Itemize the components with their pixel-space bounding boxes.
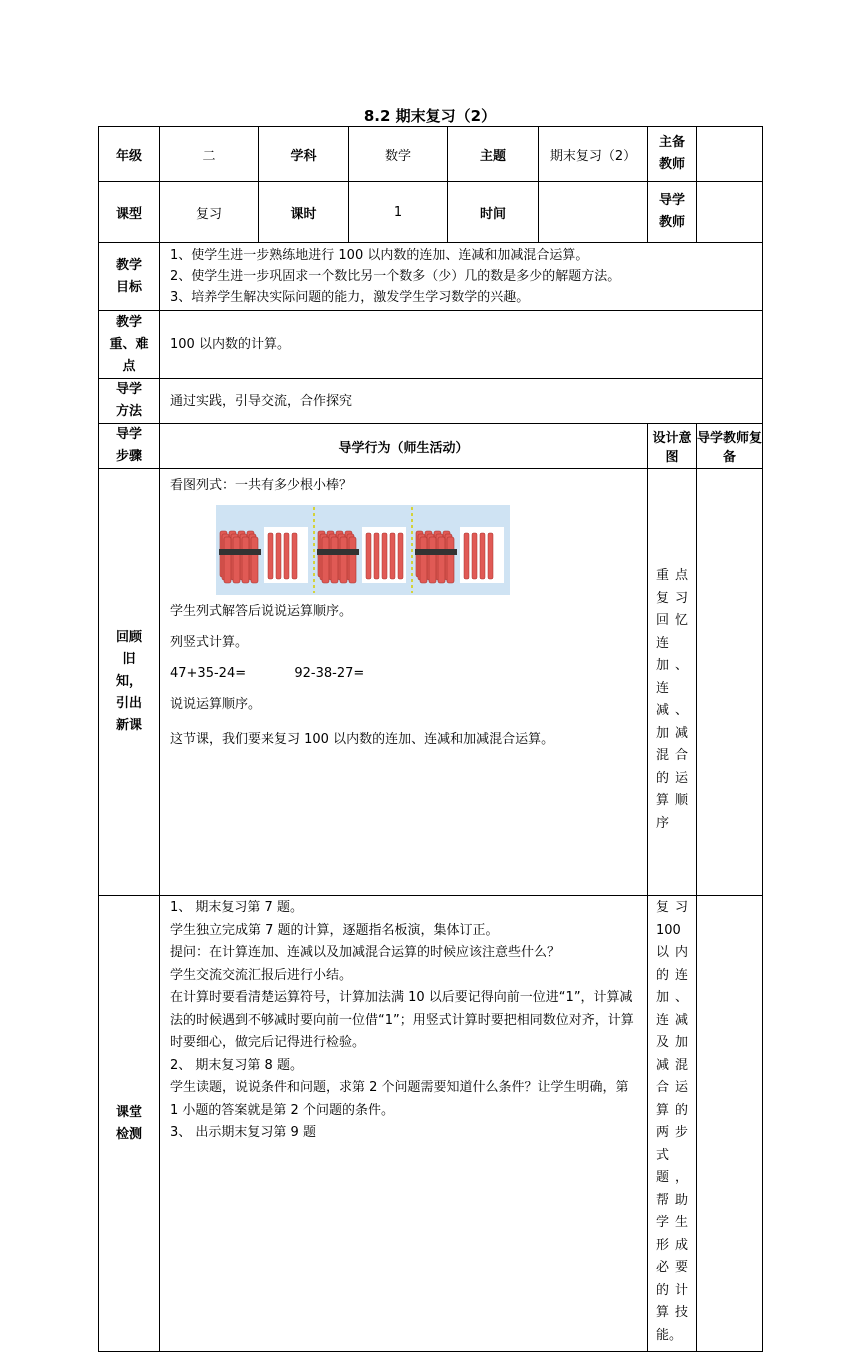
single-stick (366, 533, 371, 579)
guide-teacher-value (697, 182, 763, 243)
goal-item: 3、培养学生解决实际问题的能力，激发学生学习数学的兴趣。 (170, 290, 530, 305)
steps-header-row (99, 424, 763, 469)
single-stick (382, 533, 387, 579)
method-row (99, 379, 763, 424)
review-line: 说说运算顺序。 (170, 697, 262, 712)
subject-value: 数学 (349, 127, 448, 182)
bundle-stick (331, 537, 338, 583)
grade-value: 二 (160, 127, 259, 182)
single-stick (374, 533, 379, 579)
lead-teacher-label: 主备教师 (648, 127, 697, 182)
document-title: 8.2 期末复习（2） (363, 107, 497, 125)
bundle-stick (251, 537, 258, 583)
bundle-stick (224, 537, 231, 583)
grade-label: 年级 (99, 127, 160, 182)
method-label: 导学方法 (99, 379, 160, 424)
practice-line: 在计算时要看清楚运算符号，计算加法满 10 以后要记得向前一位进“1”，计算减法的时候遇到不够减时要向前一位借“1”；用竖式计算时要把相同数位对齐，计算时要细心，做完后记得进行检验。 (170, 990, 634, 1050)
method-text: 通过实践，引导交流，合作探究 (160, 379, 763, 424)
activity-header: 导学行为（师生活动） (160, 424, 648, 469)
review-line: 列竖式计算。 (170, 635, 249, 650)
bundle-stick (438, 537, 445, 583)
practice-line: 1、 期末复习第 7 题。 (170, 900, 303, 915)
bundle-stick (420, 537, 427, 583)
sticks-figure (216, 505, 510, 595)
header-row-2 (99, 182, 763, 243)
practice-section-intent: 复习 100 以内的连加、连减及加减混合运算的两步式题，帮助学生形成必要的计算技能。 (648, 896, 697, 1352)
key-points-label: 教学重、难点 (99, 311, 160, 379)
type-value: 复习 (160, 182, 259, 243)
single-stick (390, 533, 395, 579)
topic-label: 主题 (448, 127, 539, 182)
bundle-stick (447, 537, 454, 583)
practice-line: 学生独立完成第 7 题的计算，逐题指名板演，集体订正。 (170, 922, 499, 938)
steps-label: 导学步骤 (99, 424, 160, 469)
period-value: 1 (349, 182, 448, 243)
practice-line: 学生交流交流汇报后进行小结。 (170, 967, 353, 983)
time-value (539, 182, 648, 243)
goal-item: 1、使学生进一步熟练地进行 100 以内数的连加、连减和加减混合运算。 (170, 248, 589, 263)
single-stick (292, 533, 297, 579)
review-section-notes (697, 469, 763, 896)
type-label: 课型 (99, 182, 160, 243)
practice-section-label: 课堂检测 (99, 896, 160, 1352)
bundle-band (317, 549, 359, 555)
bundle-stick (340, 537, 347, 583)
sticks-illustration (216, 505, 510, 595)
practice-section-row (99, 896, 763, 1352)
period-label: 课时 (259, 182, 349, 243)
bundle-stick (242, 537, 249, 583)
calc-line (170, 663, 637, 685)
guide-teacher-label: 导学教师 (648, 182, 697, 243)
practice-line: 学生读题，说说条件和问题，求第 2 个问题需要知道什么条件？让学生明确，第 1 小题的答案就是第 2 个问题的条件。 (170, 1080, 629, 1118)
practice-line: 提问：在计算连加、连减以及加减混合运算的时候应该注意些什么？ (170, 945, 561, 960)
single-stick (398, 533, 403, 579)
practice-line: 2、 期末复习第 8 题。 (170, 1057, 303, 1073)
header-row-1 (99, 127, 763, 182)
lesson-plan-table (98, 126, 763, 1352)
bundle-stick (322, 537, 329, 583)
bundle-stick (349, 537, 356, 583)
review-section-label: 回顾旧知，引出新课 (99, 469, 160, 896)
single-stick (276, 533, 281, 579)
calc-expression: 47+35-24= (170, 666, 247, 681)
key-points-text: 100 以内数的计算。 (160, 311, 763, 379)
single-stick (488, 533, 493, 579)
key-points-row (99, 311, 763, 379)
goals-row (99, 243, 763, 311)
review-header: 导学教师复备 (697, 424, 763, 469)
practice-section-notes (697, 896, 763, 1352)
bundle-band (415, 549, 457, 555)
review-section-content (160, 469, 648, 896)
practice-line: 3、 出示期末复习第 9 题 (170, 1125, 316, 1140)
calc-expression: 92-38-27= (294, 666, 365, 681)
bundle-stick (429, 537, 436, 583)
review-line: 看图列式：一共有多少根小棒？ (170, 478, 353, 493)
intent-header: 设计意图 (648, 424, 697, 469)
lead-teacher-value (697, 127, 763, 182)
single-stick (464, 533, 469, 579)
goals-content (160, 243, 763, 311)
single-stick (268, 533, 273, 579)
bundle-stick (233, 537, 240, 583)
practice-section-content (160, 896, 648, 1352)
review-section-row (99, 469, 763, 896)
review-line: 学生列式解答后说说运算顺序。 (170, 604, 353, 619)
bundle-band (219, 549, 261, 555)
single-stick (472, 533, 477, 579)
goals-label: 教学目标 (99, 243, 160, 311)
review-section-intent: 重点复习回忆连加、连减、加减混合的运算顺序 (648, 469, 697, 896)
single-stick (284, 533, 289, 579)
single-stick (480, 533, 485, 579)
topic-value: 期末复习（2） (539, 127, 648, 182)
time-label: 时间 (448, 182, 539, 243)
subject-label: 学科 (259, 127, 349, 182)
goal-item: 2、使学生进一步巩固求一个数比另一个数多（少）几的数是多少的解题方法。 (170, 269, 621, 284)
review-line: 这节课，我们要来复习 100 以内数的连加、连减和加减混合运算。 (170, 732, 555, 747)
